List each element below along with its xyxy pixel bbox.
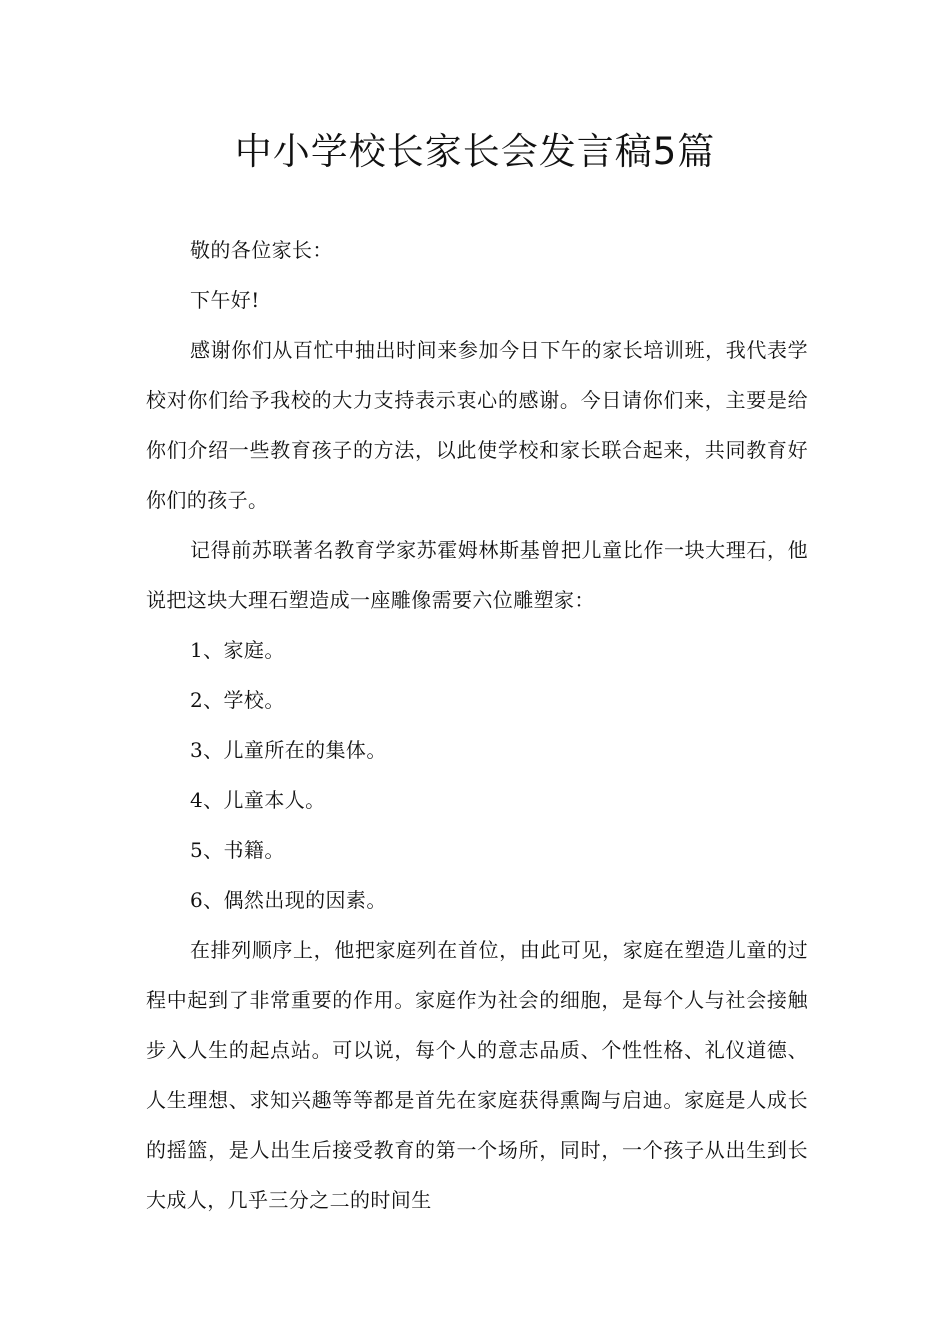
salutation: 敬的各位家长： <box>190 238 333 262</box>
list-item-6: 6、偶然出现的因素。 <box>190 888 387 912</box>
list-item-2: 2、学校。 <box>190 688 285 712</box>
list-item-3: 3、儿童所在的集体。 <box>190 738 387 762</box>
paragraph-quote: 记得前苏联著名教育学家苏霍姆林斯基曾把儿童比作一块大理石，他说把这块大理石塑造成一座雕像需要六位雕塑家： <box>146 538 808 612</box>
paragraph-family: 在排列顺序上，他把家庭列在首位，由此可见，家庭在塑造儿童的过程中起到了非常重要的作用。家庭作为社会的细胞，是每个人与社会接触步入人生的起点站。可以说，每个人的意志品质、个性性格、礼仪道德、人生理想、求知兴趣等等都是首先在家庭获得熏陶与启迪。家庭是人成长的摇篮，是人出生后接受教育的第一个场所，同时，一个孩子从出生到长大成人，几乎三分之二的时间生 <box>146 938 808 1212</box>
document-title: 中小学校长家长会发言稿5篇 <box>234 130 716 173</box>
document-body <box>146 225 808 1225</box>
list-item-4: 4、儿童本人。 <box>190 788 326 812</box>
greeting: 下午好! <box>190 288 260 312</box>
paragraph-intro: 感谢你们从百忙中抽出时间来参加今日下午的家长培训班，我代表学校对你们给予我校的大力支持表示衷心的感谢。今日请你们来，主要是给你们介绍一些教育孩子的方法，以此使学校和家长联合起来，共同教育好你们的孩子。 <box>146 338 808 512</box>
list-item-1: 1、家庭。 <box>190 638 285 662</box>
list-item-5: 5、书籍。 <box>190 838 285 862</box>
